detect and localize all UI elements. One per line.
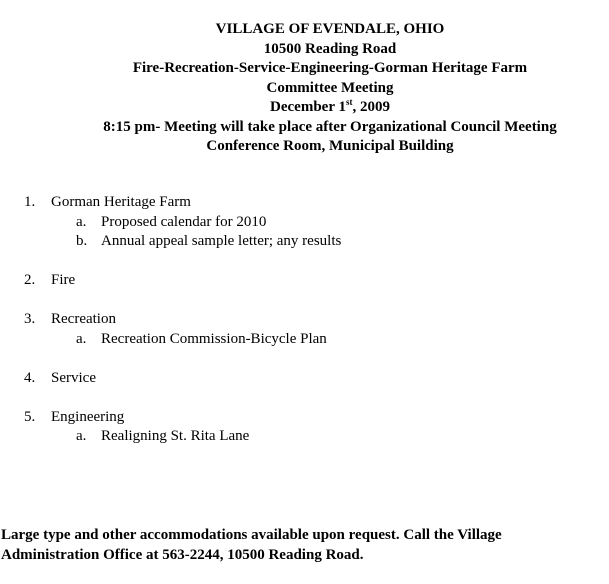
meeting-date-main: December 1 <box>270 99 346 115</box>
agenda-subitem-letter: a. <box>76 213 87 230</box>
street-address: 10500 Reading Road <box>263 40 397 57</box>
agenda-item <box>0 370 609 390</box>
meeting-date-ordinal: st <box>345 97 353 107</box>
spacer <box>0 350 609 370</box>
agenda-list <box>0 194 609 448</box>
agenda-item-label: Engineering <box>51 408 125 425</box>
agenda-subitem <box>0 214 609 234</box>
meeting-type: Committee Meeting <box>266 79 394 96</box>
agenda-subitem-label: Recreation Commission-Bicycle Plan <box>101 330 327 347</box>
agenda-subitem <box>0 428 609 448</box>
accommodations-notice <box>1 525 609 565</box>
agenda-subitem-letter: a. <box>76 330 87 347</box>
agenda-item <box>0 311 609 331</box>
notice-line: Administration Office at 563-2244, 10500 Reading Road. <box>1 547 364 563</box>
agenda-subitem-label: Annual appeal sample letter; any results <box>101 233 342 249</box>
agenda-item-number: 4. <box>24 369 36 386</box>
committee-names: Fire-Recreation-Service-Engineering-Gorman Heritage Farm <box>132 60 528 76</box>
meeting-time: 8:15 pm- Meeting will take place after Organizational Council Meeting <box>103 118 557 135</box>
agenda-subitem-label: Realigning St. Rita Lane <box>101 428 250 444</box>
agenda-item <box>0 409 609 429</box>
spacer <box>0 389 609 409</box>
agenda-item-number: 5. <box>24 408 36 425</box>
agenda-subitem <box>0 233 609 253</box>
agenda-item-number: 3. <box>24 311 36 327</box>
agenda-item-number: 1. <box>24 194 36 210</box>
agenda-item-number: 2. <box>24 272 36 288</box>
document-header <box>0 20 609 157</box>
agenda-item-label: Recreation <box>51 311 116 327</box>
agenda-item <box>0 272 609 292</box>
village-name: VILLAGE OF EVENDALE, OHIO <box>215 21 445 37</box>
agenda-item-label: Service <box>51 369 96 386</box>
spacer <box>0 292 609 312</box>
spacer <box>0 253 609 273</box>
notice-line: Large type and other accommodations available upon request. Call the Village <box>1 527 502 543</box>
agenda-item-label: Fire <box>51 272 76 288</box>
agenda-subitem-letter: a. <box>76 428 87 444</box>
meeting-date <box>0 98 609 118</box>
agenda-subitem <box>0 331 609 351</box>
meeting-date-year: , 2009 <box>352 99 390 115</box>
meeting-location: Conference Room, Municipal Building <box>206 138 454 154</box>
agenda-item <box>0 194 609 214</box>
agenda-subitem-label: Proposed calendar for 2010 <box>101 213 267 230</box>
agenda-item-label: Gorman Heritage Farm <box>51 194 191 210</box>
agenda-subitem-letter: b. <box>76 233 88 249</box>
